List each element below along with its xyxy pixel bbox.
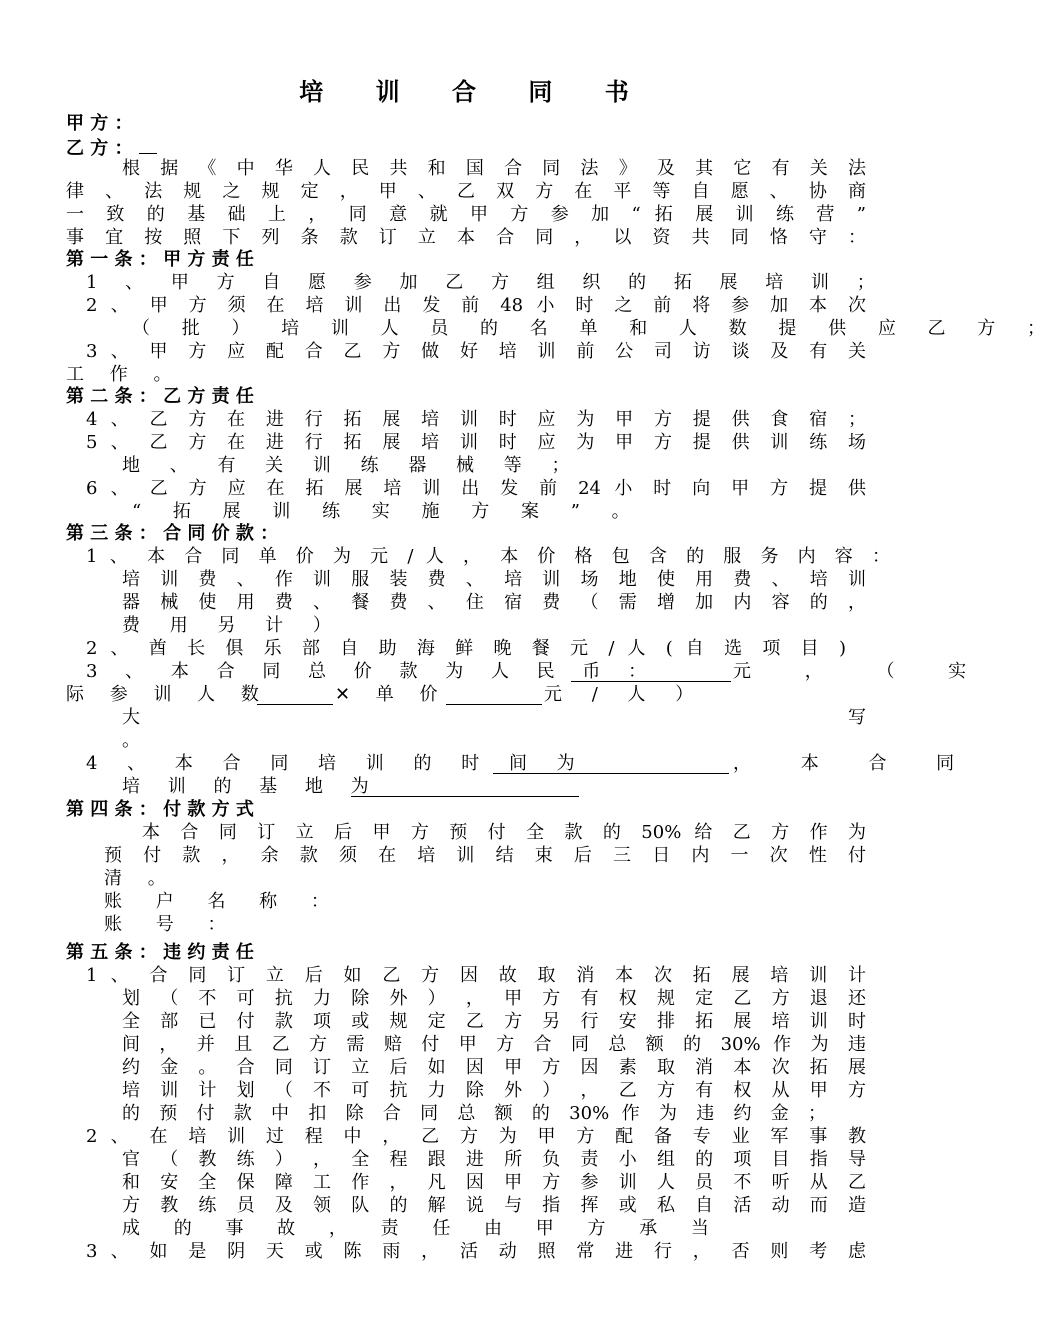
amount-in-words-label: 大 <box>122 707 140 728</box>
article-2-item: 5 、 乙 方 在 进 行 拓 展 培 训 时 应 为 甲 方 提 供 训 练 场 <box>86 432 866 453</box>
article-3-item: 器 械 使 用 费 、 餐 费 、 住 宿 费 （ 需 增 加 内 容 的 ， <box>122 592 866 613</box>
article-2-heading: 第 二 条 ： 乙 方 责 任 <box>66 386 254 407</box>
article-5-item: 间 ， 并 且 乙 方 需 赔 付 甲 方 合 同 总 额 的 30% 作 为 违 <box>122 1034 866 1055</box>
article-1-item: 1 、 甲 方 自 愿 参 加 乙 方 组 织 的 拓 展 培 训 ； <box>86 272 886 293</box>
article-4-heading: 第 四 条 ： 付 款 方 式 <box>66 799 254 820</box>
article-5-item: 约 金 。 合 同 订 立 后 如 因 甲 方 因 素 取 消 本 次 拓 展 <box>122 1057 866 1078</box>
total-price-line: 3 、 本 合 同 总 价 款 为 人 民 币 ： <box>86 661 658 682</box>
amount-in-words-end: 。 <box>122 730 140 751</box>
article-5-item: 和 安 全 保 障 工 作 ， 凡 因 甲 方 参 训 人 员 不 听 从 乙 <box>122 1172 866 1193</box>
article-3-item: 费 用 另 计 ） <box>122 615 343 636</box>
article-5-item: 3 、 如 是 阴 天 或 陈 雨 ， 活 动 照 常 进 行 ， 否 则 考 虑 <box>86 1241 866 1262</box>
article-1-item: 工 作 。 <box>66 364 182 385</box>
article-5-item: 全 部 已 付 款 项 或 规 定 乙 方 另 行 安 排 拓 展 培 训 时 <box>122 1011 866 1032</box>
article-5-item: 1 、 合 同 订 立 后 如 乙 方 因 故 取 消 本 次 拓 展 培 训 计 <box>86 965 866 986</box>
training-time-suffix: ， 本 合 同 <box>733 753 977 774</box>
article-1-item: （ 批 ） 培 训 人 员 的 名 单 和 人 数 提 供 应 乙 方 ； <box>132 318 1058 339</box>
training-base-blank <box>351 778 579 797</box>
total-price-unit: 元 ， （ 实 <box>733 661 991 682</box>
article-3-item: 培 训 费 、 作 训 服 装 费 、 培 训 场 地 使 用 费 、 培 训 <box>122 569 866 590</box>
training-time-label: 4 、 本 合 同 培 训 的 时 间 为 <box>86 753 587 774</box>
unit-price-blank <box>446 686 542 705</box>
unit-price-unit: 元 / 人 ） <box>544 684 706 705</box>
intro-line: 律 、 法 规 之 规 定 ， 甲 、 乙 双 方 在 平 等 自 愿 、 协 商 <box>66 181 866 202</box>
account-number-label: 账 号 ： <box>104 914 240 935</box>
article-5-item: 官 （ 教 练 ） ， 全 程 跟 进 所 负 责 小 组 的 项 目 指 导 <box>122 1149 866 1170</box>
article-2-item: 地 、 有 关 训 练 器 械 等 ； <box>122 455 582 476</box>
article-5-item: 成 的 事 故 ， 责 任 由 甲 方 承 当 <box>122 1218 723 1239</box>
article-5-item: 方 教 练 员 及 领 队 的 解 说 与 指 挥 或 私 自 活 动 而 造 <box>122 1195 866 1216</box>
training-base-label: 培 训 的 基 地 为 <box>122 776 380 797</box>
article-2-item: 6 、 乙 方 应 在 拓 展 培 训 出 发 前 24 小 时 向 甲 方 提 供 <box>86 478 866 499</box>
party-b-label: 乙 方 ： <box>66 135 157 157</box>
article-2-item: “ 拓 展 训 练 实 施 方 案 ” 。 <box>132 501 643 522</box>
article-4-item: 预 付 款 ， 余 款 须 在 培 训 结 束 后 三 日 内 一 次 性 付 <box>104 845 866 866</box>
training-time-blank <box>493 755 729 774</box>
intro-line: 一 致 的 基 础 上 ， 同 意 就 甲 方 参 加 “ 拓 展 训 练 营 ” <box>66 204 866 225</box>
article-5-item: 的 预 付 款 中 扣 除 合 同 总 额 的 30% 作 为 违 约 金 ； <box>122 1103 826 1124</box>
amount-in-words-label: 写 <box>848 707 866 728</box>
article-3-heading: 第 三 条 ： 合 同 价 款 ： <box>66 523 279 544</box>
article-2-item: 4 、 乙 方 在 进 行 拓 展 培 训 时 应 为 甲 方 提 供 食 宿 ； <box>86 409 866 430</box>
party-b-blank <box>139 135 157 154</box>
article-1-item: 2 、 甲 方 须 在 培 训 出 发 前 48 小 时 之 前 将 参 加 本 次 <box>86 295 866 316</box>
intro-line: 根 据 《 中 华 人 民 共 和 国 合 同 法 》 及 其 它 有 关 法 <box>122 158 866 179</box>
article-5-item: 2 、 在 培 训 过 程 中 ， 乙 方 为 甲 方 配 备 专 业 军 事 教 <box>86 1126 866 1147</box>
participants-label: 际 参 训 人 数 <box>66 684 269 705</box>
article-5-item: 划 （ 不 可 抗 力 除 外 ） ， 甲 方 有 权 规 定 乙 方 退 还 <box>122 988 866 1009</box>
document-title: 培 训 合 同 书 <box>299 78 651 106</box>
article-4-item: 清 。 <box>104 868 176 889</box>
article-4-item: 本 合 同 订 立 后 甲 方 预 付 全 款 的 50% 给 乙 方 作 为 <box>142 822 866 843</box>
account-name-label: 账 户 名 称 ： <box>104 891 343 912</box>
article-1-heading: 第 一 条 ： 甲 方 责 任 <box>66 249 254 270</box>
participants-blank <box>257 686 333 705</box>
intro-line: 事 宜 按 照 下 列 条 款 订 立 本 合 同 ， 以 资 共 同 恪 守 ： <box>66 227 866 248</box>
article-5-item: 培 训 计 划 （ 不 可 抗 力 除 外 ） ， 乙 方 有 权 从 甲 方 <box>122 1080 866 1101</box>
article-5-heading: 第 五 条 ： 违 约 责 任 <box>66 942 254 963</box>
article-1-item: 3 、 甲 方 应 配 合 乙 方 做 好 培 训 前 公 司 访 谈 及 有 关 <box>86 341 866 362</box>
article-3-item: 2 、 酋 长 俱 乐 部 自 助 海 鲜 晚 餐 元 / 人 ( 自 选 项 目 ) <box>86 638 846 659</box>
unit-price-label: ✕ 单 价 <box>335 684 448 705</box>
party-a-label: 甲 方 ： <box>66 113 133 134</box>
article-3-item: 1 、 本 合 同 单 价 为 元 / 人 ， 本 价 格 包 含 的 服 务 内 容 ： <box>86 546 890 567</box>
total-price-blank <box>571 663 731 682</box>
